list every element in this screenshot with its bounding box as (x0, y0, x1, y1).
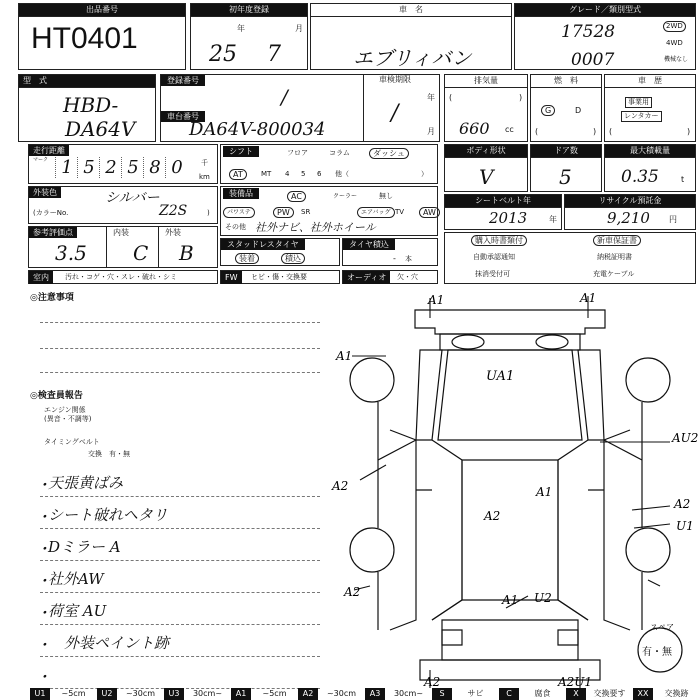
registration-number-box (160, 74, 440, 142)
history-rental: レンタカー (621, 111, 662, 122)
equip-sr: SR (301, 208, 311, 216)
mileage-digit: 0 (165, 157, 188, 178)
doc-cancel: 抹消受付可 (475, 270, 510, 278)
remark-line (40, 624, 320, 625)
exterior-grade-value: B (179, 241, 194, 265)
legend-description: ~5cm (50, 688, 98, 700)
displacement-paren-close: ) (519, 93, 523, 102)
vehicle-damage-diagram (330, 290, 700, 688)
tire-stack-dash: - (393, 254, 396, 263)
studless-stack: 積込 (281, 253, 305, 264)
color-value: シルバー (105, 190, 160, 206)
spare-value: 有・無 (642, 647, 672, 658)
fuel-diesel: D (575, 106, 582, 115)
first-reg-month-unit: 月 (295, 24, 303, 33)
studless-label: スタッドレスタイヤ (221, 239, 305, 250)
first-registration-box (190, 3, 308, 70)
tire-stack-box (342, 238, 438, 266)
legend-code: XX (633, 688, 653, 700)
mark-tailgate-right: U2 (534, 591, 552, 605)
shift-box (220, 144, 438, 184)
remark-bullet: ・ (36, 604, 52, 622)
shift-close: ） (421, 170, 428, 178)
remark-bullet: ・ (36, 668, 52, 686)
doc-cable: 充電ケーブル (593, 270, 635, 278)
documents-box (444, 232, 696, 284)
body-type-box (444, 144, 528, 192)
mileage-box (28, 144, 218, 184)
spare-label: スペア (650, 623, 674, 632)
seatbelt-value: 2013 (489, 209, 528, 227)
doc-purchase: 購入時書類付 (471, 235, 527, 246)
mileage-unit-bottom: km (199, 173, 210, 181)
color-code-close: ) (207, 209, 210, 217)
equip-other-value: 社外ナビ、社外ホイール (255, 221, 376, 234)
interior-condition-label: 室内 (29, 271, 53, 284)
model-label: 型 式 (19, 75, 155, 88)
body-type-label: ボディ形状 (445, 145, 527, 158)
audio-box (342, 270, 438, 284)
seatbelt-unit: 年 (549, 215, 557, 224)
model-line-2: DA64V (65, 117, 136, 141)
legend-code: C (499, 688, 519, 700)
equip-none: 無し (379, 192, 393, 200)
mileage-mark-label: マーク (33, 157, 49, 163)
displacement-unit: cc (505, 125, 514, 134)
remark-text: 天張黄ばみ (48, 474, 124, 492)
legend-description: 30cm~ (385, 688, 433, 700)
studless-yes: 装着 (235, 253, 259, 264)
car-name-box (310, 3, 512, 70)
first-reg-year: 25 (209, 42, 237, 67)
seatbelt-label: シートベルト年 (445, 195, 561, 208)
interior-grade-value: C (133, 241, 149, 265)
shift-label: シフト (223, 146, 259, 157)
legend-code: S (432, 688, 452, 700)
mark-center-left: A1 (536, 485, 553, 499)
score-value: 3.5 (55, 241, 87, 265)
notes-heading: ◎注意事項 (30, 293, 74, 303)
color-code-label: (カラーNo. (33, 209, 69, 217)
windshield-box (220, 270, 340, 284)
doc-new-warranty: 新車保証書 (593, 235, 641, 246)
belt-label: タイミングベルト (44, 438, 100, 446)
mark-door-front-right: AU2 (672, 431, 699, 445)
equip-other-label: その他 (225, 223, 246, 231)
equip-pw: PW (273, 207, 294, 218)
history-label: 車 歴 (605, 75, 695, 88)
remark-bullet: ・ (36, 476, 52, 494)
remark-line (40, 528, 320, 529)
doc-tax: 納税証明書 (597, 253, 632, 261)
equip-tv: TV (395, 208, 405, 216)
inspection-year-unit: 年 (427, 93, 435, 102)
belt-sublabel: 交換 有・無 (88, 450, 130, 458)
grade-value-1: 17528 (561, 22, 616, 42)
displacement-label: 排気量 (445, 75, 527, 88)
interior-condition-box (28, 270, 218, 284)
seatbelt-box (444, 194, 562, 230)
shift-floor: フロア (287, 149, 308, 157)
doc-self-approve: 自動承認通知 (473, 253, 515, 261)
body-type-value: V (479, 165, 494, 189)
mark-wheel-rear-right: U1 (676, 519, 694, 533)
capacity-unit: t (681, 175, 685, 184)
interior-condition-items: 汚れ・コゲ・穴・スレ・破れ・シミ (65, 273, 177, 281)
legend-description: 交換跡 (653, 688, 700, 700)
equip-aw: AW (419, 207, 440, 218)
inspection-label: 車検期限 (379, 75, 411, 84)
studless-box (220, 238, 340, 266)
drive-2wd: 2WD (663, 21, 686, 32)
chassis-number-value: DA64V-800034 (189, 119, 326, 140)
grade-label: グレード／類別型式 (515, 4, 695, 17)
shift-6: 6 (317, 170, 322, 178)
displacement-paren-open: ( (449, 93, 453, 102)
car-name-value: エブリィバン (353, 46, 472, 70)
doors-label: ドア数 (531, 145, 601, 158)
lot-number-box (18, 3, 186, 70)
color-label: 外装色 (29, 187, 61, 198)
recycle-unit: 円 (669, 215, 677, 224)
mark-door-rear-right: A2 (674, 497, 691, 511)
mark-front-bumper-right: A1 (580, 291, 597, 305)
notes-line-1 (40, 322, 320, 323)
recycle-value: 9,210 (607, 209, 650, 227)
inspection-divider (363, 74, 364, 142)
chassis-number-label: 車台番号 (161, 111, 205, 122)
legend-description: 腐食 (519, 688, 567, 700)
legend-code: U1 (30, 688, 50, 700)
displacement-box (444, 74, 528, 142)
drive-other: 機械なし (664, 56, 689, 63)
history-paren-close: ) (687, 127, 691, 136)
legend-description: 交換要す (586, 688, 634, 700)
legend-code: A1 (231, 688, 251, 700)
legend-code: U3 (164, 688, 184, 700)
shift-other: 他（ (335, 170, 349, 178)
legend-code: U2 (97, 688, 117, 700)
equip-ps: パワステ (223, 207, 255, 218)
mileage-digit: 5 (77, 157, 100, 178)
windshield-items: ヒビ・傷・交換要 (251, 273, 307, 281)
doors-value: 5 (559, 165, 572, 189)
engine-label: エンジン関係 (44, 406, 86, 414)
equipment-label: 装備品 (223, 188, 259, 199)
color-box (28, 186, 218, 224)
recycle-label: リサイクル預託金 (565, 195, 695, 208)
history-business: 事業用 (625, 97, 652, 108)
fuel-label: 燃 料 (531, 75, 601, 88)
equipment-box (220, 186, 438, 236)
mark-center: A2 (484, 509, 501, 523)
shift-5: 5 (301, 170, 306, 178)
mileage-digit: 8 (143, 157, 166, 178)
mark-front-bumper-left: A1 (428, 293, 445, 307)
remark-bullet: ・ (36, 636, 52, 654)
equip-cooler: クーラー (333, 193, 358, 200)
remark-line (40, 560, 320, 561)
grade-value-2: 0007 (571, 50, 615, 70)
legend-description: ~30cm (318, 688, 366, 700)
remark-text: 社外AW (48, 570, 104, 588)
score-label: 参考評価点 (29, 227, 77, 238)
shift-column: コラム (329, 149, 350, 157)
engine-sublabel: (異音・不調等) (44, 415, 92, 423)
tire-stack-label: タイヤ積込 (343, 239, 395, 250)
remark-line (40, 496, 320, 497)
model-line-1: HBD- (63, 93, 119, 117)
fuel-gasoline: G (541, 105, 555, 116)
audio-items: 欠・穴 (397, 273, 418, 281)
shift-dash: ダッシュ (369, 148, 409, 159)
legend-description: 30cm~ (184, 688, 232, 700)
mileage-digit: 1 (55, 157, 78, 178)
legend-code: X (566, 688, 586, 700)
mark-quarter-left: A2 (332, 479, 349, 493)
first-reg-year-unit: 年 (237, 24, 245, 33)
recycle-box (564, 194, 696, 230)
mark-tailgate-left: A1 (502, 593, 519, 607)
remark-text: Dミラー A (48, 538, 121, 556)
capacity-label: 最大積載量 (605, 145, 695, 158)
interior-grade-label: 内装 (113, 228, 129, 237)
remark-bullet: ・ (36, 508, 52, 526)
notes-line-2 (40, 348, 320, 349)
mileage-digit: 5 (121, 157, 144, 178)
notes-line-3 (40, 372, 320, 373)
legend-description: ~5cm (251, 688, 299, 700)
lot-number-value: HT0401 (31, 22, 138, 55)
mark-fender-front-left: A1 (336, 349, 353, 363)
first-reg-month: 7 (267, 42, 281, 67)
capacity-box (604, 144, 696, 192)
capacity-value: 0.35 (621, 167, 659, 187)
legend-code: A3 (365, 688, 385, 700)
history-box (604, 74, 696, 142)
fuel-box (530, 74, 602, 142)
windshield-label: FW (221, 271, 242, 284)
inspection-value: / (391, 101, 399, 126)
legend-description: ~30cm (117, 688, 165, 700)
remark-line (40, 656, 320, 657)
fuel-paren-close: ) (593, 127, 597, 136)
score-divider-1 (106, 226, 107, 268)
shift-at: AT (229, 169, 247, 180)
mark-rear-bumper-left: A2 (424, 675, 441, 688)
fuel-paren-open: ( (535, 127, 539, 136)
legend-code: A2 (298, 688, 318, 700)
score-box (28, 226, 218, 268)
inspector-heading: ◎検査員報告 (30, 391, 83, 401)
drive-4wd: 4WD (666, 39, 683, 47)
color-code: Z2S (159, 203, 188, 219)
shift-4: 4 (285, 170, 290, 178)
mark-rear-left: A2 (344, 585, 361, 599)
exterior-grade-label: 外装 (165, 228, 181, 237)
history-paren-open: ( (609, 127, 613, 136)
registration-number-label: 登録番号 (161, 75, 205, 86)
registration-number-value: / (281, 85, 288, 109)
mileage-label: 走行距離 (29, 145, 69, 156)
doors-box (530, 144, 602, 192)
score-divider-2 (158, 226, 159, 268)
inspection-month-unit: 月 (427, 127, 435, 136)
remark-text: 荷室 AU (48, 602, 107, 620)
remark-text: シート破れヘタリ (48, 506, 168, 524)
shift-mt: MT (261, 170, 272, 178)
legend-description: サビ (452, 688, 500, 700)
model-box (18, 74, 156, 142)
remark-bullet: ・ (36, 572, 52, 590)
remark-text: 外装ペイント跡 (64, 634, 170, 652)
first-registration-label: 初年度登録 (191, 4, 307, 17)
grade-box (514, 3, 696, 70)
displacement-value: 660 (459, 119, 490, 138)
tire-stack-unit: 本 (405, 255, 412, 263)
remark-bullet: ・ (36, 540, 52, 558)
remark-line (40, 592, 320, 593)
car-name-label: 車 名 (311, 4, 511, 17)
equip-ac: AC (287, 191, 306, 202)
mark-rear-bumper-right: A2U1 (558, 675, 593, 688)
lot-number-label: 出品番号 (19, 4, 185, 17)
equip-ab: エアバッグ (357, 207, 395, 218)
audio-label: オーディオ (343, 271, 390, 284)
mileage-unit-top: 千 (201, 159, 208, 167)
mark-roof: UA1 (486, 369, 515, 384)
mileage-digit: 2 (99, 157, 122, 178)
